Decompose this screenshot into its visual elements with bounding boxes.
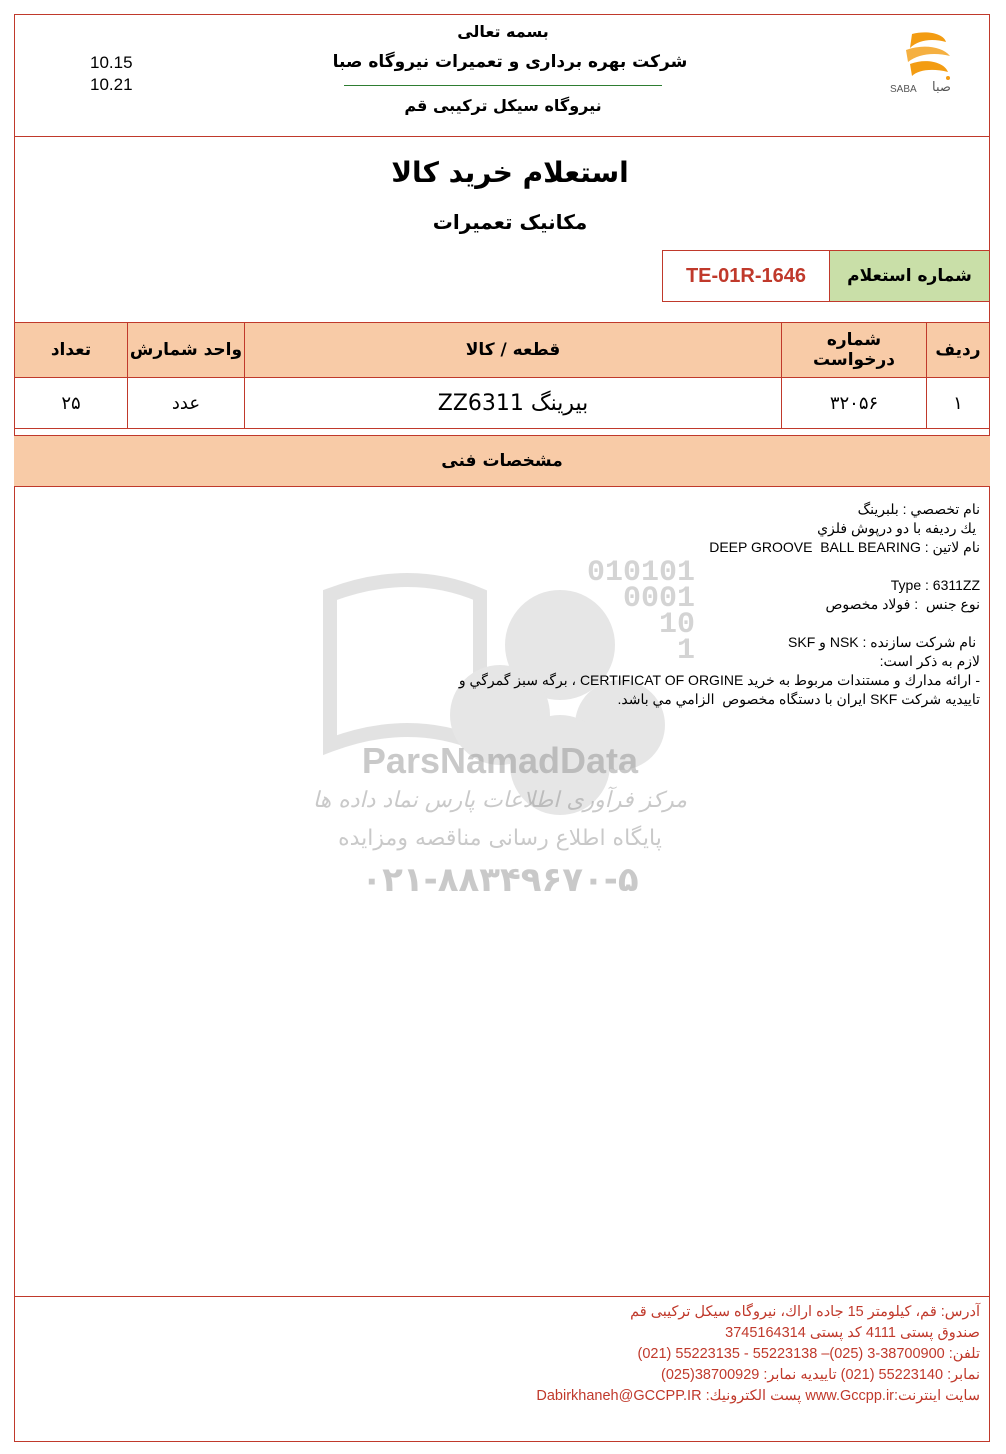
page-title: استعلام خرید کالا [391,156,629,189]
footer-fax: نمابر: 55223140 (021) تاییدیه نمابر: 38700929(025) [660,1367,980,1383]
spec-line: نام شركت سازنده : NSK و SKF [788,634,980,650]
footer-phone: تلفن: 38700900-3 (025)– 55223138 - 55223135 (021) [637,1346,980,1362]
spec-line: نام تخصصي : بلبرينگ [857,501,980,517]
spec-line [360,557,980,576]
spec-line: نام لاتين : DEEP GROOVE BALL BEARING [709,539,980,555]
footer-contact [536,1302,980,1407]
saba-logo [888,28,974,104]
items-table [14,322,990,429]
spec-line: يك رديفه با دو درپوش فلزي [817,520,980,536]
col-item: قطعه / کالا [245,323,782,378]
spec-line: - ارائه مدارك و مستندات مربوط به خريد CERTIFICAT OF ORGINE ، برگه سبز گمرگي و [458,672,980,688]
plant-name: نیروگاه سیکل ترکیبی قم [404,96,602,115]
inquiry-number-box [662,250,990,302]
cell-qty: ۲۵ [15,378,128,429]
logo-text-fa: صبا [932,80,951,95]
watermark-digits-2: 0001 [622,582,695,616]
form-code-2: 10.21 [90,75,133,94]
watermark-line1: مرکز فرآوری اطلاعات پارس نماد داده ها [312,788,688,813]
form-codes [90,52,133,96]
col-qty: تعداد [15,323,128,378]
spec-body [360,500,980,709]
table-header-row [15,323,990,378]
cell-item: بیرینگ ZZ6311 [245,378,782,429]
inquiry-number-label: شماره استعلام [829,251,989,301]
col-row: ردیف [927,323,990,378]
header-underline [344,85,662,86]
header-divider [14,136,990,137]
col-request-no: شماره درخواست [782,323,927,378]
footer-postal: صندوق پستی 4111 کد پستی 3745164314 [725,1325,980,1341]
spec-line: تاييديه شركت SKF ايران با دستگاه مخصوص الزامي مي باشد. [617,691,980,707]
watermark-digits-4: 1 [676,634,695,668]
inquiry-number-value: TE-01R-1646 [685,264,807,287]
footer-address: آدرس: قم، کیلومتر 15 جاده اراك، نیروگاه سیکل ترکیبی قم [630,1304,980,1320]
bismillah: بسمه تعالی [457,22,549,41]
watermark-line2: پایگاه اطلاع رسانی مناقصه ومزایده [338,826,662,851]
footer-divider [14,1296,990,1297]
watermark-phone: ۰۲۱-۸۸۳۴۹۶۷۰-۵ [361,860,639,900]
form-code-1: 10.15 [90,53,133,72]
footer-web-email: سایت اینترنت:www.Gccpp.ir پست الکترونیك: Dabirkhaneh@GCCPP.IR [536,1388,980,1404]
spec-heading: مشخصات فنی [14,435,990,487]
spec-line: Type : 6311ZZ [890,577,980,593]
cell-row: ۱ [927,378,990,429]
spec-line: لازم به ذكر است: [879,653,980,669]
watermark-digits-1: 010101 [586,556,695,590]
page-subtitle: مکانیک تعمیرات [432,210,588,234]
watermark-digits-3: 10 [658,608,695,642]
table-row [15,378,990,429]
watermark-brand: ParsNamadData [361,740,639,781]
logo-text: SABA [890,84,917,95]
cell-unit: عدد [128,378,245,429]
col-unit: واحد شمارش [128,323,245,378]
spec-line: نوع جنس : فولاد مخصوص [825,596,980,612]
spec-line [360,614,980,633]
cell-request-no: ۳۲۰۵۶ [782,378,927,429]
company-name: شرکت بهره برداری و تعمیرات نیروگاه صبا [332,52,688,72]
